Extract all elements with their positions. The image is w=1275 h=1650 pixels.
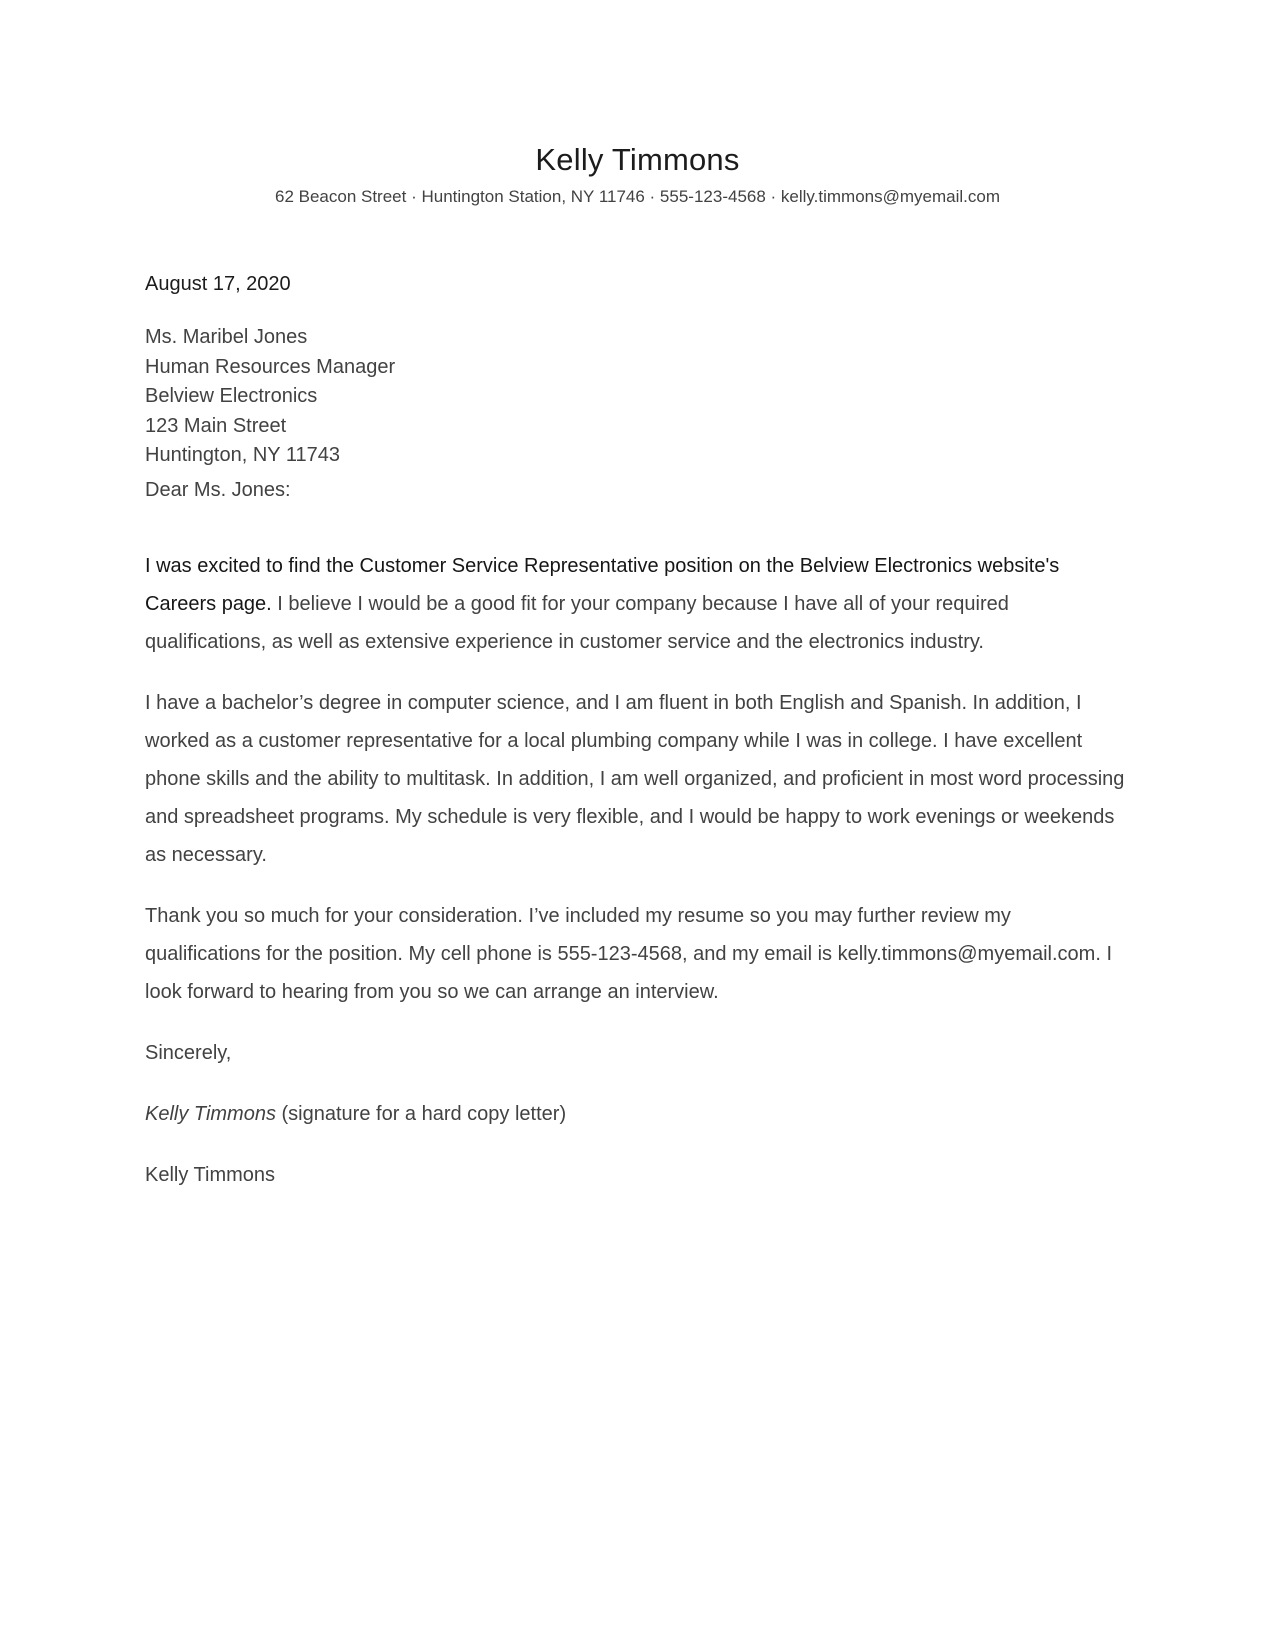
- body-paragraph-1: [145, 547, 1130, 661]
- typed-name: Kelly Timmons: [145, 1164, 276, 1186]
- body-paragraph-3: Thank you so much for your consideration. I’ve included my resume so you may further review my qualifications for the position. My cell phone is 555-123-4568, and my email is kelly.timmons@myemail.com. I look forward to hearing from you so we can arrange an interview.: [145, 905, 1113, 1003]
- paragraph-1-rest: I believe I would be a good fit for your company because I have all of your required qualifications, as well as extensive experience in customer service and the electronics industry.: [145, 593, 1009, 653]
- recipient-city: Huntington, NY 11743: [145, 444, 340, 466]
- recipient-block: [145, 323, 1130, 471]
- sender-contact-line: 62 Beacon Street · Huntington Station, NY 11746 · 555-123-4568 · kelly.timmons@myemail.com: [274, 187, 1000, 206]
- recipient-street: 123 Main Street: [145, 414, 287, 437]
- signature-note: (signature for a hard copy letter): [275, 1103, 567, 1125]
- body-paragraph-2: I have a bachelor’s degree in computer science, and I am fluent in both English and Spanish. In addition, I worked as a customer representative for a local plumbing company while I was in college. I have excellent phone skills and the ability to multitask. In addition, I am well organized, and proficient in most word processing and spreadsheet programs. My schedule is very flexible, and I would be happy to work evenings or weekends as necessary.: [145, 692, 1125, 866]
- salutation: Dear Ms. Jones:: [145, 478, 291, 501]
- paragraph-opening-highlight: I was excited to find the Customer Service Representative position on the Belview Electronics website's Careers page.: [145, 555, 1060, 615]
- closing-line: Sincerely,: [145, 1042, 232, 1064]
- letter-header: [145, 140, 1130, 209]
- recipient-company: Belview Electronics: [145, 385, 318, 407]
- recipient-title: Human Resources Manager: [145, 355, 396, 378]
- sender-name: Kelly Timmons: [535, 142, 740, 177]
- date-line: August 17, 2020: [145, 273, 291, 295]
- recipient-name: Ms. Maribel Jones: [145, 326, 308, 348]
- signature-line: [145, 1095, 1130, 1133]
- signature-script-name: Kelly Timmons: [145, 1103, 276, 1125]
